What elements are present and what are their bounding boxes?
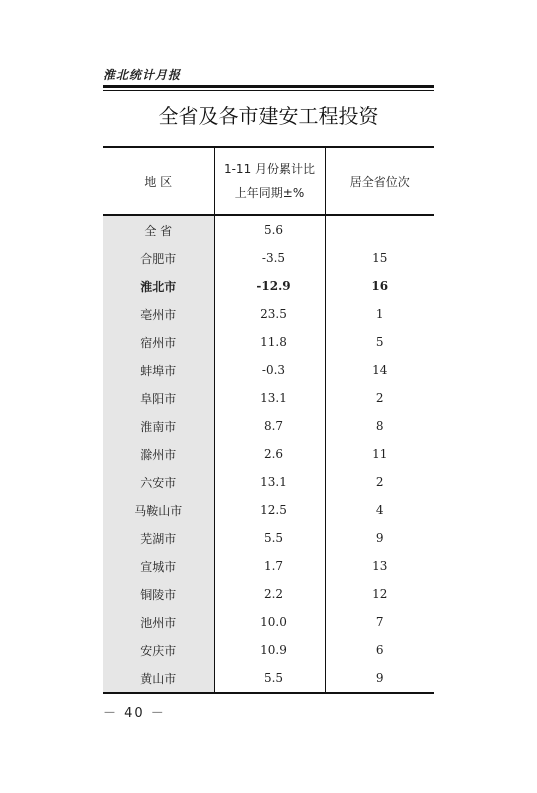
value-cell: -0.3 bbox=[214, 356, 325, 384]
rank-cell: 14 bbox=[325, 356, 434, 384]
rank-cell: 5 bbox=[325, 328, 434, 356]
table-row bbox=[103, 215, 434, 244]
rank-cell: 9 bbox=[325, 664, 434, 693]
table-row bbox=[103, 356, 434, 384]
region-cell: 亳州市 bbox=[103, 300, 214, 328]
region-cell: 全 省 bbox=[103, 215, 214, 244]
column-header-change-line1: 1-11 月份累计比 bbox=[223, 162, 316, 176]
region-cell: 安庆市 bbox=[103, 636, 214, 664]
table-row bbox=[103, 664, 434, 693]
header-rule-thick bbox=[103, 85, 434, 88]
rank-cell: 15 bbox=[325, 244, 434, 272]
table-row-highlighted bbox=[103, 272, 434, 300]
rank-cell: 9 bbox=[325, 524, 434, 552]
value-cell: 11.8 bbox=[214, 328, 325, 356]
region-cell: 铜陵市 bbox=[103, 580, 214, 608]
table-row bbox=[103, 412, 434, 440]
rank-cell bbox=[325, 215, 434, 244]
table-row bbox=[103, 524, 434, 552]
rank-cell: 7 bbox=[325, 608, 434, 636]
table-row bbox=[103, 244, 434, 272]
region-cell: 宣城市 bbox=[103, 552, 214, 580]
region-cell: 淮南市 bbox=[103, 412, 214, 440]
rank-cell: 4 bbox=[325, 496, 434, 524]
rank-cell: 8 bbox=[325, 412, 434, 440]
rank-cell: 2 bbox=[325, 468, 434, 496]
table-row bbox=[103, 608, 434, 636]
investment-table bbox=[103, 146, 434, 694]
region-cell: 马鞍山市 bbox=[103, 496, 214, 524]
region-cell: 黄山市 bbox=[103, 664, 214, 693]
table-header-row bbox=[103, 147, 434, 215]
table-row bbox=[103, 440, 434, 468]
region-cell: 宿州市 bbox=[103, 328, 214, 356]
rank-cell: 13 bbox=[325, 552, 434, 580]
value-cell: 8.7 bbox=[214, 412, 325, 440]
region-cell: 滁州市 bbox=[103, 440, 214, 468]
value-cell: 10.9 bbox=[214, 636, 325, 664]
value-cell: 2.2 bbox=[214, 580, 325, 608]
rank-cell: 11 bbox=[325, 440, 434, 468]
table-row bbox=[103, 580, 434, 608]
value-cell: 2.6 bbox=[214, 440, 325, 468]
value-cell: 5.5 bbox=[214, 524, 325, 552]
rank-cell: 2 bbox=[325, 384, 434, 412]
region-cell: 蚌埠市 bbox=[103, 356, 214, 384]
region-cell: 池州市 bbox=[103, 608, 214, 636]
value-cell: 10.0 bbox=[214, 608, 325, 636]
rank-cell: 12 bbox=[325, 580, 434, 608]
region-cell: 芜湖市 bbox=[103, 524, 214, 552]
column-header-change-line2: 上年同期±% bbox=[234, 186, 305, 200]
table-row bbox=[103, 636, 434, 664]
value-cell: 12.5 bbox=[214, 496, 325, 524]
rank-cell: 1 bbox=[325, 300, 434, 328]
value-cell: -12.9 bbox=[214, 272, 325, 300]
value-cell: 1.7 bbox=[214, 552, 325, 580]
rank-cell: 6 bbox=[325, 636, 434, 664]
table-row bbox=[103, 384, 434, 412]
column-header-rank: 居全省位次 bbox=[325, 147, 434, 215]
value-cell: 13.1 bbox=[214, 468, 325, 496]
table-row bbox=[103, 552, 434, 580]
table-row bbox=[103, 300, 434, 328]
page-title: 全省及各市建安工程投资 bbox=[158, 104, 379, 128]
region-cell: 淮北市 bbox=[103, 272, 214, 300]
region-cell: 阜阳市 bbox=[103, 384, 214, 412]
value-cell: -3.5 bbox=[214, 244, 325, 272]
region-cell: 合肥市 bbox=[103, 244, 214, 272]
value-cell: 23.5 bbox=[214, 300, 325, 328]
table-row bbox=[103, 496, 434, 524]
table-row bbox=[103, 468, 434, 496]
page-number: － 40 － bbox=[103, 706, 166, 721]
column-header-region: 地 区 bbox=[103, 147, 214, 215]
report-header: 淮北统计月报 bbox=[103, 68, 182, 82]
rank-cell: 16 bbox=[325, 272, 434, 300]
value-cell: 5.6 bbox=[214, 215, 325, 244]
table-row bbox=[103, 328, 434, 356]
region-cell: 六安市 bbox=[103, 468, 214, 496]
header-rule-thin bbox=[103, 90, 434, 91]
column-header-change bbox=[214, 147, 325, 215]
value-cell: 5.5 bbox=[214, 664, 325, 693]
value-cell: 13.1 bbox=[214, 384, 325, 412]
